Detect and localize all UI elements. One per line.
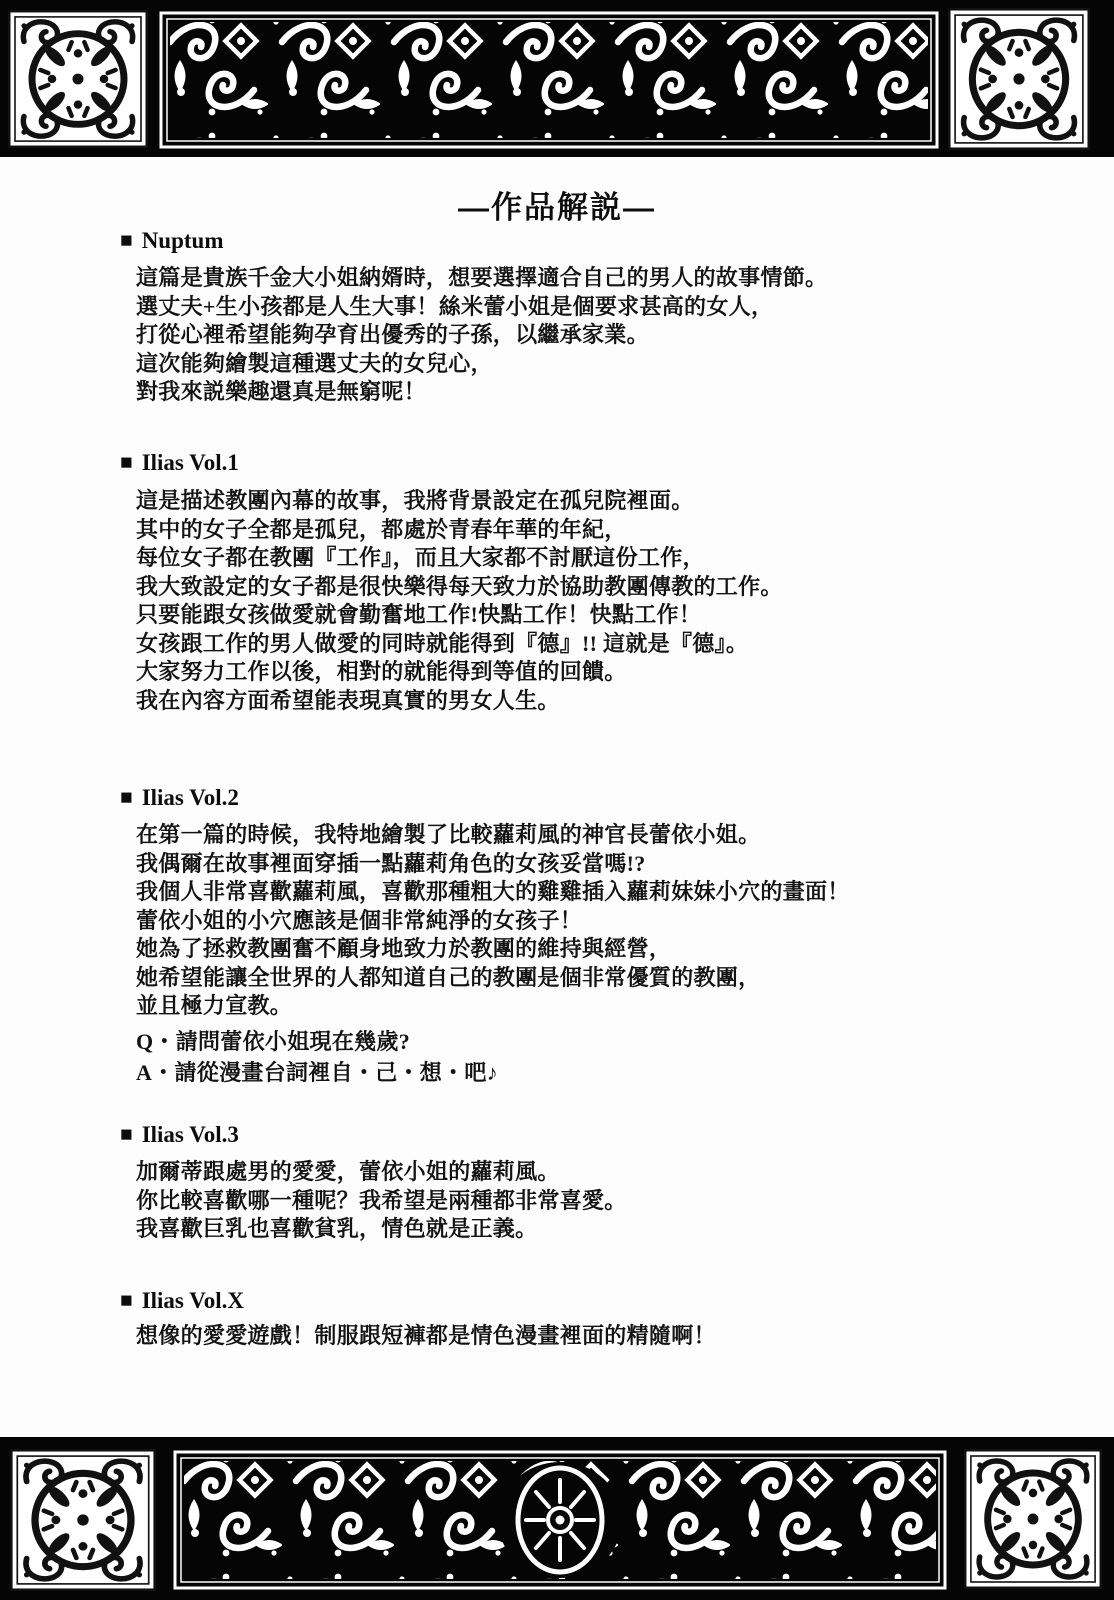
square-bullet-icon: ■ [120,228,133,252]
text-line: 加爾蒂跟處男的愛愛，蕾依小姐的蘿莉風。 [136,1159,560,1184]
text-line: 對我來説樂趣還真是無窮呢！ [136,379,426,404]
bottom-left-corner-ornament [10,1449,156,1591]
section-heading [120,1288,244,1314]
section-body [136,821,850,1021]
text-line: 其中的女子全都是孤兒，都處於青春年華的年紀， [136,516,627,542]
square-bullet-icon: ■ [120,785,133,809]
section-heading [120,450,239,476]
text-line: 並且極力宣教。 [136,993,293,1018]
text-line: 她希望能讓全世界的人都知道自己的教團是個非常優質的教團， [136,964,761,990]
qa-answer: A・請從漫畫台詞裡自・己・想・吧♪ [136,1060,498,1085]
section-heading [120,228,224,254]
text-line: 她為了拯救教團奮不顧身地致力於教團的維持與經營， [136,936,672,961]
text-line: 這篇是貴族千金大小姐納婿時，想要選擇適合自己的男人的故事情節。 [136,265,828,290]
square-bullet-icon: ■ [120,1122,133,1146]
top-center-ornament [156,8,942,152]
text-line: 這次能夠繪製這種選丈夫的女兒心， [136,350,493,376]
text-line: 我在內容方面希望能表現真實的男女人生。 [136,687,560,713]
top-right-corner-ornament [948,8,1090,150]
section-body [136,1158,627,1244]
text-line: 只要能跟女孩做愛就會勤奮地工作!快點工作！快點工作！ [136,602,702,627]
square-bullet-icon: ■ [120,1288,133,1312]
section-heading-label: Ilias Vol.1 [141,450,239,475]
qa-block [136,1026,498,1088]
text-line: 女孩跟工作的男人做愛的同時就能得到『德』!! 這就是『德』。 [136,630,749,656]
section-heading-label: Ilias Vol.X [141,1288,244,1313]
text-line: 大家努力工作以後，相對的就能得到等值的回饋。 [136,659,627,684]
text-line: 在第一篇的時候，我特地繪製了比較蘿莉風的神官長蕾依小姐。 [136,822,761,847]
text-line: 打從心裡希望能夠孕育出優秀的子孫，以繼承家業。 [136,322,649,347]
section-body [136,1322,716,1351]
section-body [136,264,827,407]
section-heading-label: Ilias Vol.3 [141,1122,239,1147]
text-line: 我偶爾在故事裡面穿插一點蘿莉角色的女孩妥當嗎!? [136,850,646,876]
bottom-center-ornament [170,1447,950,1593]
text-line: 選丈夫+生小孩都是人生大事！絲米蕾小姐是個要求甚高的女人， [136,293,774,319]
text-line: 想像的愛愛遊戲！制服跟短褲都是情色漫畫裡面的精隨啊！ [136,1323,716,1348]
text-line: 蕾依小姐的小穴應該是個非常純淨的女孩子！ [136,907,583,933]
qa-question: Q・請問蕾依小姐現在幾歲? [136,1029,411,1054]
bottom-right-corner-ornament [964,1449,1102,1589]
section-heading [120,1122,239,1148]
rosette-ornament [498,1462,622,1578]
text-line: 我喜歡巨乳也喜歡貧乳，情色就是正義。 [136,1216,538,1241]
top-left-corner-ornament [8,10,148,148]
section-heading-label: Nuptum [141,228,224,253]
section-heading [120,785,239,811]
text-line: 我個人非常喜歡蘿莉風，喜歡那種粗大的雞雞插入蘿莉妹妹小穴的畫面！ [136,879,850,904]
text-line: 每位女子都在教團『工作』，而且大家都不討厭這份工作， [136,545,705,570]
section-heading-label: Ilias Vol.2 [141,785,239,810]
text-line: 你比較喜歡哪一種呢？我希望是兩種都非常喜愛。 [136,1187,627,1213]
bottom-ornament-band [0,1437,1114,1600]
text-line: 我大致設定的女子都是很快樂得每天致力於協助教團傳教的工作。 [136,573,783,599]
text-line: 這是描述教團內幕的故事，我將背景設定在孤兒院裡面。 [136,488,694,513]
top-ornament-band [0,0,1114,157]
square-bullet-icon: ■ [120,450,133,474]
section-body [136,487,783,715]
page-title: ―作品解説― [458,190,656,225]
